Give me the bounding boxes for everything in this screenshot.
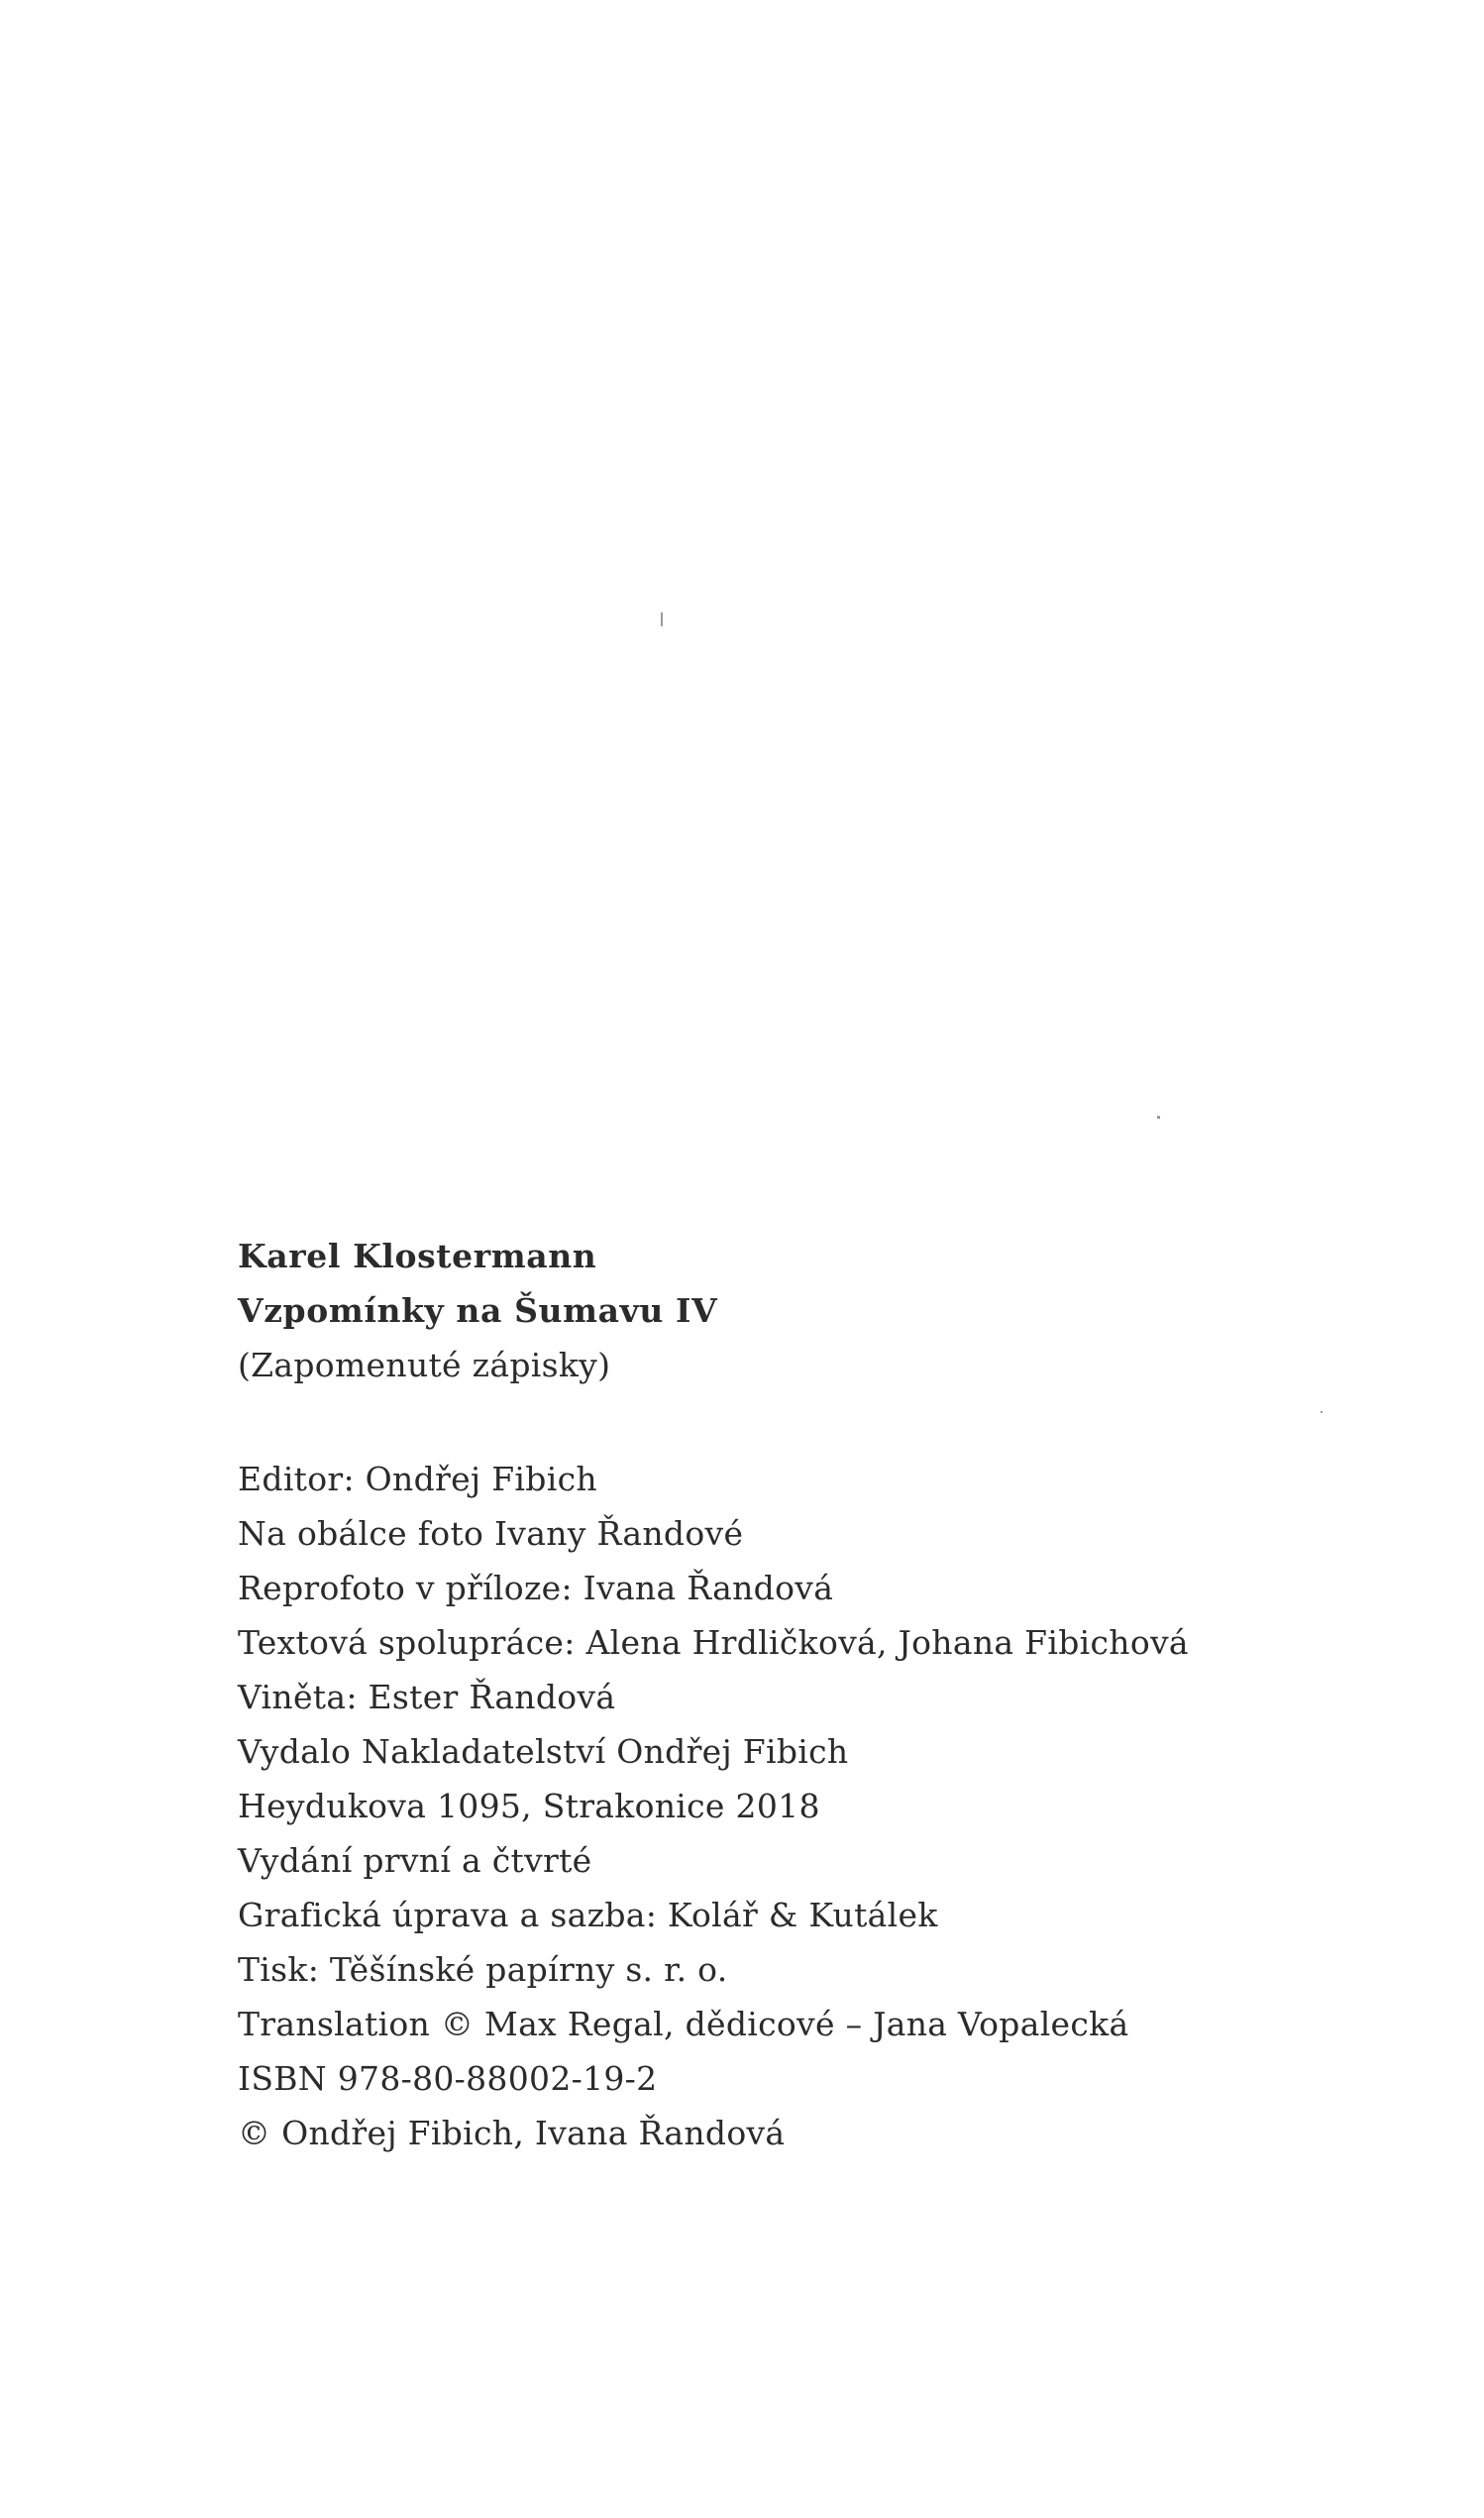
author-name: Karel Klostermann	[238, 1237, 597, 1275]
print-speck	[661, 612, 663, 626]
credit-address: Heydukova 1095, Strakonice 2018	[238, 1787, 820, 1825]
credit-printer: Tisk: Těšínské papírny s. r. o.	[238, 1950, 728, 1989]
credit-text-collaboration: Textová spolupráce: Alena Hrdličková, Johana Fibichová	[238, 1623, 1189, 1662]
credit-cover-photo: Na obálce foto Ivany Řandové	[238, 1514, 744, 1553]
credit-vignette: Viněta: Ester Řandová	[238, 1678, 616, 1716]
credit-publisher: Vydalo Nakladatelství Ondřej Fibich	[238, 1732, 849, 1771]
section-gap	[238, 1392, 1327, 1452]
credit-edition: Vydání první a čtvrté	[238, 1841, 592, 1880]
print-speck	[1157, 1116, 1160, 1119]
credit-copyright: © Ondřej Fibich, Ivana Řandová	[238, 2114, 786, 2152]
credit-translation: Translation © Max Regal, dědicové – Jana Vopalecká	[238, 2005, 1129, 2043]
book-subtitle: (Zapomenuté zápisky)	[238, 1346, 611, 1384]
credit-reprophoto: Reprofoto v příloze: Ivana Řandová	[238, 1569, 834, 1607]
colophon	[238, 1229, 1327, 2160]
credit-isbn: ISBN 978-80-88002-19-2	[238, 2059, 658, 2098]
book-title: Vzpomínky na Šumavu IV	[238, 1291, 718, 1330]
credit-typesetting: Grafická úprava a sazba: Kolář & Kutálek	[238, 1896, 938, 1934]
credit-editor: Editor: Ondřej Fibich	[238, 1460, 597, 1498]
